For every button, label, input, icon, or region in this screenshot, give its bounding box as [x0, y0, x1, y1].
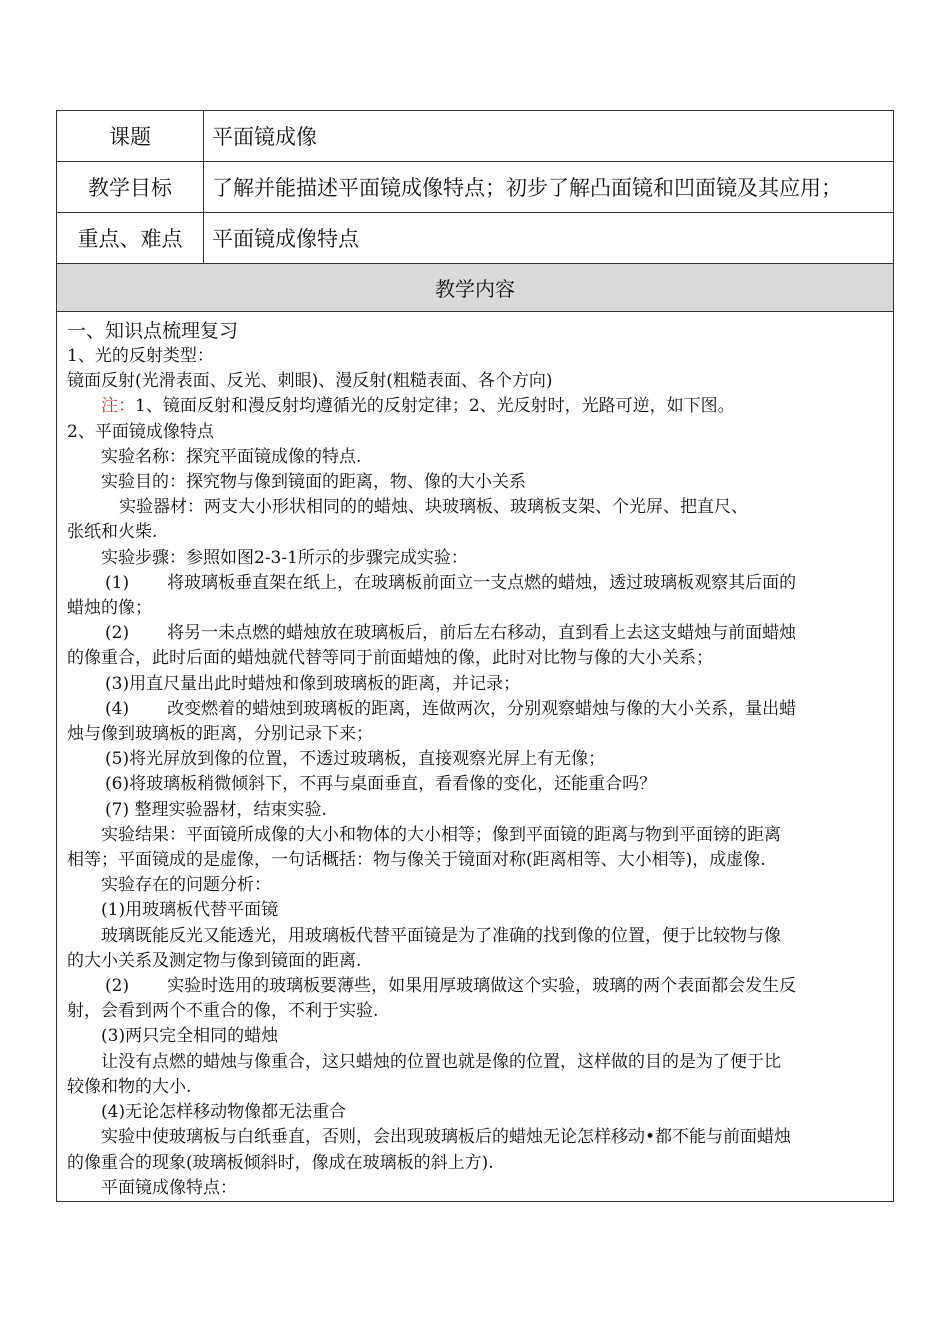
content-band-row [57, 264, 894, 312]
key-value: 平面镜成像特点 [204, 213, 894, 264]
result-a: 实验结果：平面镜所成像的大小和物体的大小相等；像到平面镜的距离与物到平面镑的距离 [101, 824, 781, 845]
a4-title: (4)无论怎样移动物像都无法重合 [101, 1102, 347, 1123]
step4-a: 改变燃着的蜡烛到玻璃板的距离，连做两次，分别观察蜡烛与像的大小关系，量出蜡 [167, 698, 797, 719]
a3-title: (3)两只完全相同的蜡烛 [101, 1026, 279, 1047]
a4-a: 实验中使玻璃板与白纸垂直，否则，会出现玻璃板后的蜡烛无论怎样移动•都不能与前面蜡烛 [101, 1127, 792, 1148]
step2-b: 的像重合，此时后面的蜡烛就代替等同于前面蜡烛的像，此时对比物与像的大小关系； [67, 648, 713, 669]
goal-value: 了解并能描述平面镜成像特点；初步了解凸面镜和凹面镜及其应用； [204, 162, 894, 213]
step3: (3)用直尺量出此时蜡烛和像到玻璃板的距离，并记录； [105, 673, 521, 694]
goal-row [57, 162, 894, 213]
content-band: 教学内容 [57, 264, 894, 312]
a1-title: (1)用玻璃板代替平面镜 [101, 900, 279, 921]
item1-title: 1、光的反射类型： [67, 346, 214, 366]
step2-num: (2) [105, 623, 130, 644]
exp-steps: 实验步骤：参照如图2-3-1所示的步骤完成实验： [101, 547, 468, 568]
item1-text: 镜面反射(光滑表面、反光、刺眼)、漫反射(粗糙表面、各个方向) [67, 371, 553, 392]
step5: (5)将光屏放到像的位置，不透过玻璃板，直接观察光屏上有无像； [105, 749, 606, 770]
step4-line [67, 697, 885, 722]
step2-line [67, 621, 885, 646]
key-row [57, 213, 894, 264]
exp-materials-1: 实验器材：两支大小形状相同的的蜡烛、块玻璃板、玻璃板支架、个光屏、把直尺、 [119, 497, 748, 518]
step7: (7) 整理实验器材，结束实验. [105, 799, 327, 820]
note-line [67, 394, 885, 419]
step1-line [67, 571, 885, 596]
step6: (6)将玻璃板稍微倾斜下，不再与桌面垂直，看看像的变化，还能重合吗？ [105, 774, 657, 795]
note-label: 注： [101, 396, 135, 417]
content-body [57, 312, 894, 1202]
key-label: 重点、难点 [57, 213, 204, 264]
note-text: 1、镜面反射和漫反射均遵循光的反射定律；2、光反射时，光路可逆，如下图。 [135, 396, 735, 417]
a4-b: 的像重合的现象(玻璃板倾斜时，像成在玻璃板的斜上方). [67, 1152, 494, 1173]
goal-label: 教学目标 [57, 162, 204, 213]
a1-a: 玻璃既能反光又能透光，用玻璃板代替平面镜是为了准确的找到像的位置，便于比较物与像 [101, 925, 781, 946]
a2-b: 射，会看到两个不重合的像，不利于实验. [67, 1001, 379, 1022]
subject-value: 平面镜成像 [204, 111, 894, 162]
a3-b: 较像和物的大小. [67, 1076, 192, 1097]
analysis-title: 实验存在的问题分析： [101, 875, 271, 896]
exp-name: 实验名称：探究平面镜成像的特点. [101, 446, 362, 467]
lesson-sheet [56, 110, 894, 1202]
step2-a: 将另一未点燃的蜡烛放在玻璃板后，前后左右移动，直到看上去这支蜡烛与前面蜡烛 [167, 623, 797, 644]
step1-num: (1) [105, 572, 130, 593]
a2-num: (2) [105, 976, 130, 997]
step4-b: 烛与像到玻璃板的距离，分别记录下来； [67, 724, 373, 745]
step4-num: (4) [105, 698, 130, 719]
item2-title: 2、平面镜成像特点 [67, 421, 214, 442]
a1-b: 的大小关系及测定物与像到镜面的距离. [67, 950, 362, 971]
exp-purpose: 实验目的：探究物与像到镜面的距离，物、像的大小关系 [101, 472, 526, 493]
a3-a: 让没有点燃的蜡烛与像重合，这只蜡烛的位置也就是像的位置，这样做的目的是为了便于比 [101, 1051, 781, 1072]
a2-line [67, 974, 885, 999]
step1-a: 将玻璃板垂直架在纸上，在玻璃板前面立一支点燃的蜡烛，透过玻璃板观察其后面的 [167, 572, 797, 593]
features-title: 平面镜成像特点： [101, 1177, 237, 1198]
subject-label: 课题 [57, 111, 204, 162]
lesson-table [56, 110, 894, 1202]
result-b: 相等；平面镜成的是虚像，一句话概括：物与像关于镜面对称(距离相等、大小相等)，成虚像. [67, 850, 766, 871]
a2-a: 实验时选用的玻璃板要薄些，如果用厚玻璃做这个实验，玻璃的两个表面都会发生反 [167, 976, 797, 997]
subject-row [57, 111, 894, 162]
step1-b: 蜡烛的像； [67, 598, 152, 619]
section1-title: 一、知识点梳理复习 [67, 320, 239, 342]
exp-materials-2: 张纸和火柴. [67, 522, 158, 543]
content-row [57, 312, 894, 1202]
